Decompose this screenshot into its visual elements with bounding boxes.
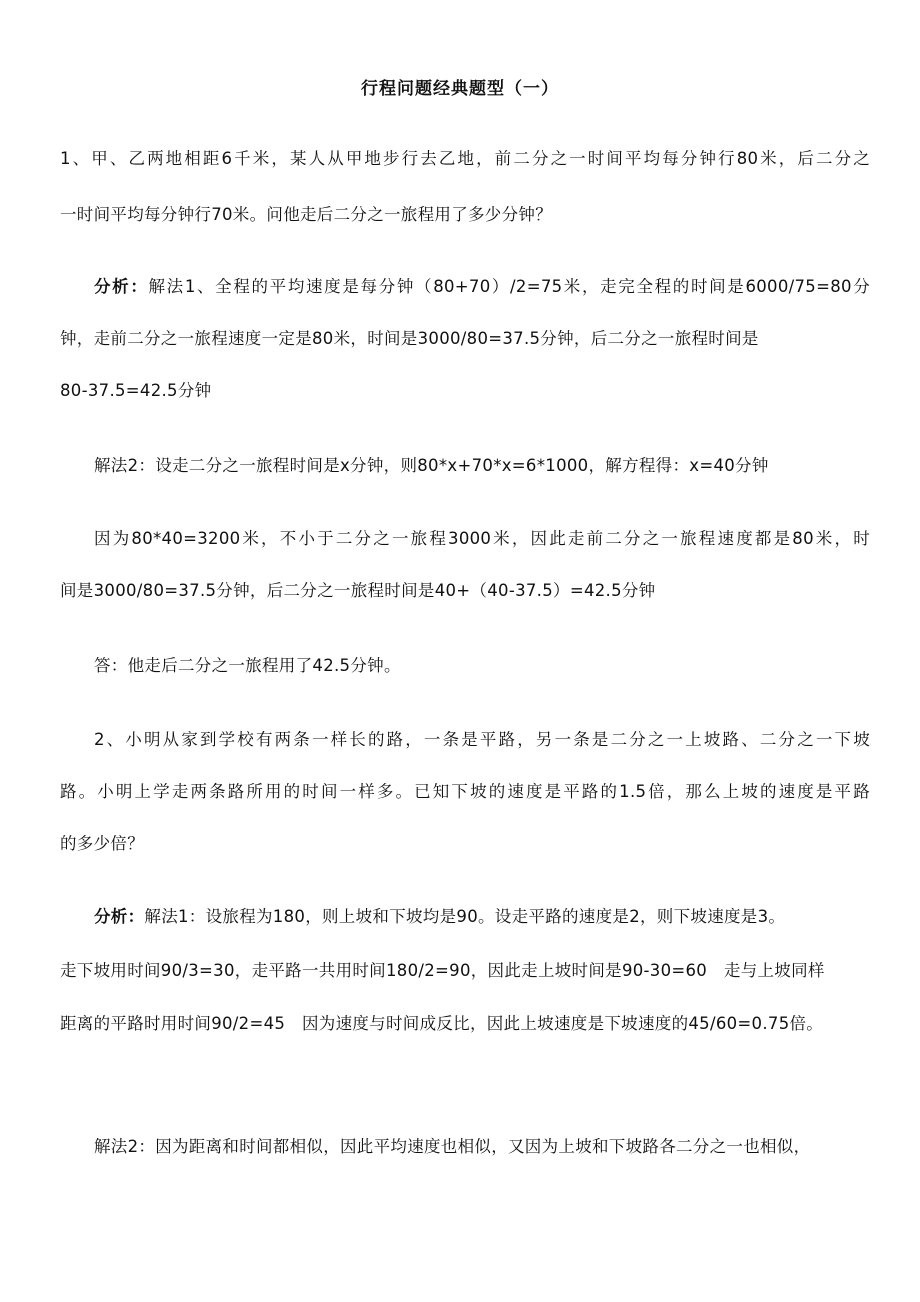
analysis-1-text: 解法1、全程的平均速度是每分钟（80+70）/2=75米，走完全程的时间是6000/75=80分	[148, 277, 870, 296]
problem-1-line-1: 1、甲、乙两地相距6千米，某人从甲地步行去乙地，前二分之一时间平均每分钟行80米，后二分之	[60, 149, 870, 168]
problem-2-solution-2-line-1: 解法2：因为距离和时间都相似，因此平均速度也相似，又因为上坡和下坡路各二分之一也相似，	[94, 1137, 811, 1156]
problem-2-line-3: 的多少倍？	[60, 834, 144, 853]
analysis-2-line-1	[94, 906, 870, 928]
analysis-2-line-2: 走下坡用时间90/3=30，走平路一共用时间180/2=90，因此走上坡时间是90-30=60 走与上坡同样	[60, 961, 825, 980]
analysis-2-text: 解法1：设旅程为180，则上坡和下坡均是90。设走平路的速度是2，则下坡速度是3。	[144, 907, 786, 926]
problem-1-line-2: 一时间平均每分钟行70米。问他走后二分之一旅程用了多少分钟？	[60, 205, 552, 224]
analysis-2-label: 分析：	[94, 907, 145, 926]
analysis-1-line-1	[94, 276, 870, 298]
analysis-label: 分析：	[94, 277, 149, 296]
explanation-line-2: 间是3000/80=37.5分钟，后二分之一旅程时间是40+（40-37.5）=42.5分钟	[60, 581, 656, 600]
solution-2-line-1: 解法2：设走二分之一旅程时间是x分钟，则80*x+70*x=6*1000，解方程得：x=40分钟	[94, 456, 769, 475]
problem-2-line-2: 路。小明上学走两条路所用的时间一样多。已知下坡的速度是平路的1.5倍，那么上坡的速度是平路	[60, 782, 870, 801]
analysis-1-line-2: 钟，走前二分之一旅程速度一定是80米，时间是3000/80=37.5分钟，后二分之一旅程时间是	[60, 329, 759, 348]
answer-1: 答：他走后二分之一旅程用了42.5分钟。	[94, 656, 401, 675]
page-title: 行程问题经典题型（一）	[361, 79, 559, 99]
problem-2-line-1: 2、小明从家到学校有两条一样长的路，一条是平路，另一条是二分之一上坡路、二分之一下坡	[94, 730, 870, 749]
explanation-line-1: 因为80*40=3200米，不小于二分之一旅程3000米，因此走前二分之一旅程速度都是80米，时	[94, 529, 870, 548]
analysis-1-line-3: 80-37.5=42.5分钟	[60, 381, 212, 400]
analysis-2-line-3: 距离的平路时用时间90/2=45 因为速度与时间成反比，因此上坡速度是下坡速度的45/60=0.75倍。	[60, 1014, 824, 1033]
